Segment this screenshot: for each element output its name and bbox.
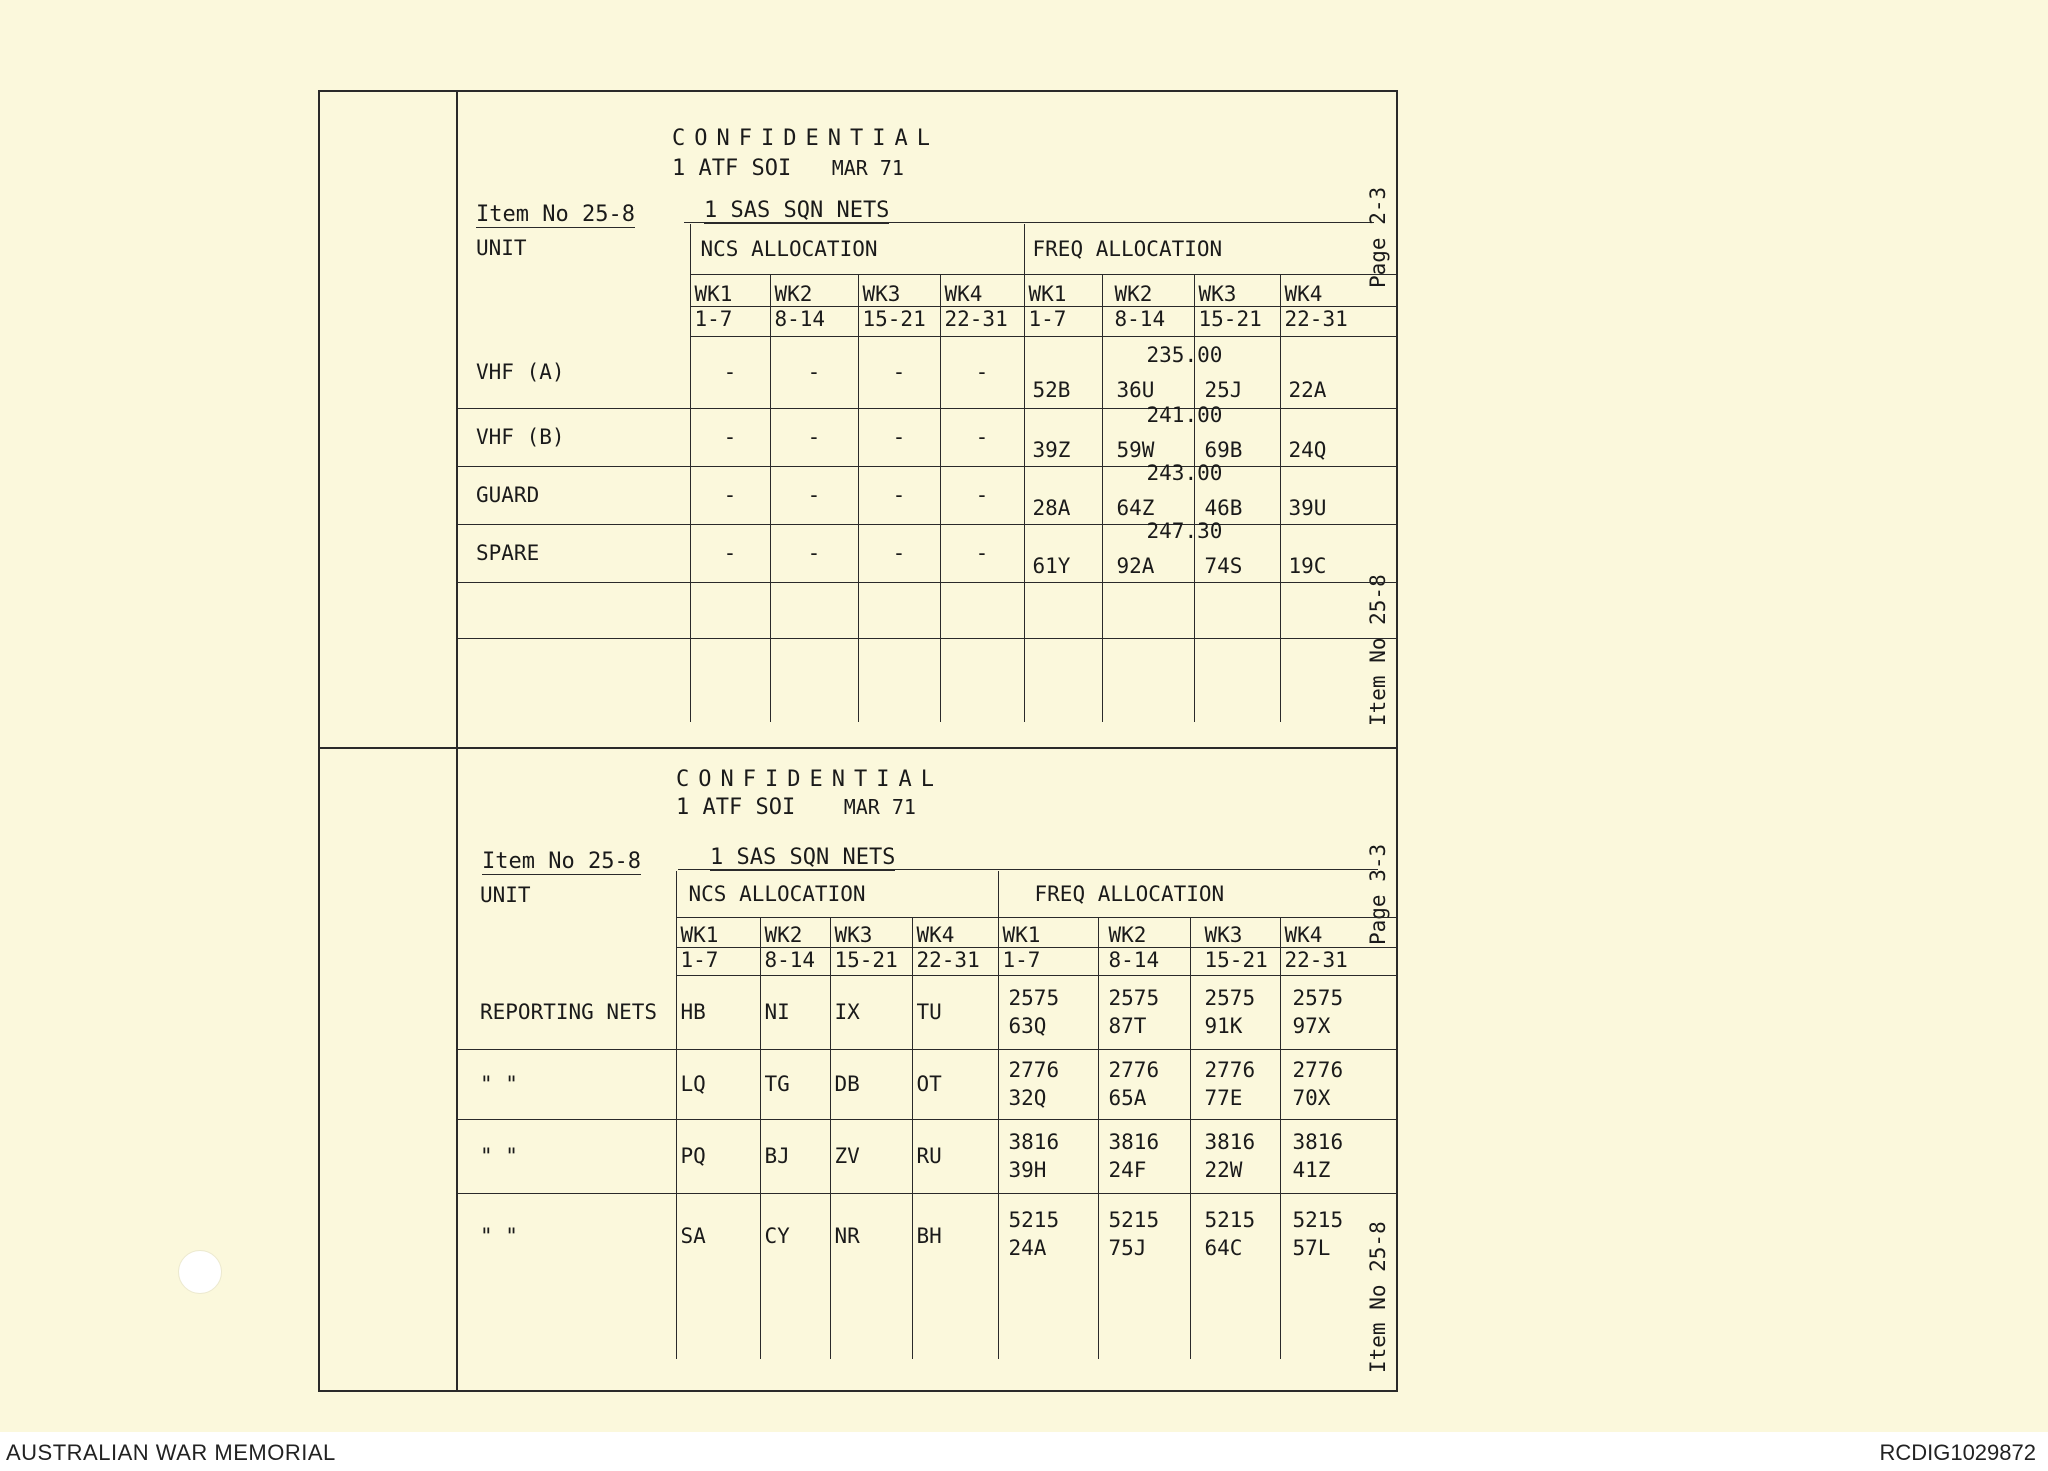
ncs-cell: LQ [676, 1049, 760, 1119]
freq-cell: 39Z [1024, 408, 1102, 466]
day-range: 8-14 [1098, 947, 1190, 975]
empty-cell [940, 582, 1024, 638]
week-label: WK4 [912, 917, 998, 947]
archive-name: AUSTRALIAN WAR MEMORIAL [6, 1440, 336, 1465]
soi-frame [318, 90, 1398, 1392]
freq-code: 22W [1204, 1158, 1243, 1182]
week-label: WK1 [676, 917, 760, 947]
freq-code: 64C [1204, 1235, 1243, 1260]
item-number-text: Item No 25-8 [476, 202, 635, 227]
freq-cell [1190, 975, 1280, 1049]
soi-month: MAR 71 [843, 795, 916, 819]
table-row [458, 1119, 1398, 1193]
ncs-cell: - [770, 408, 858, 466]
empty-cell [1024, 638, 1102, 722]
freq-cell: 69B [1194, 408, 1280, 466]
ncs-cell: TG [760, 1049, 830, 1119]
net-title [710, 845, 895, 870]
freq-cell [1280, 1193, 1398, 1359]
empty-cell [1194, 638, 1280, 722]
net-title-text: 1 SAS SQN NETS [710, 845, 896, 870]
item-number-side: Item No 25-8 [1366, 574, 1390, 726]
freq-value: 2575 [1108, 986, 1160, 1010]
freq-value: 5215 [1008, 1207, 1060, 1232]
freq-cell [1280, 1049, 1398, 1119]
base-frequency: 243.00 [1146, 460, 1223, 485]
day-range: 22-31 [1280, 306, 1398, 336]
freq-value: 2776 [1204, 1058, 1256, 1082]
freq-value: 5215 [1292, 1207, 1344, 1232]
freq-cell: 46B [1194, 466, 1280, 524]
soi-name: 1 ATF SOI [672, 156, 792, 181]
punch-hole [178, 1250, 222, 1294]
ncs-allocation-header: NCS ALLOCATION [690, 224, 1024, 274]
freq-cell: 19C [1280, 524, 1398, 582]
freq-cell [1098, 1193, 1190, 1359]
table-row [458, 466, 1398, 524]
empty-cell [1102, 582, 1194, 638]
net-title [704, 198, 889, 223]
archive-reference: RCDIG1029872 [1879, 1440, 2036, 1465]
freq-code: 75J [1108, 1235, 1147, 1260]
freq-code: 41Z [1292, 1158, 1331, 1182]
table-row [458, 1193, 1398, 1359]
day-range: 22-31 [940, 306, 1024, 336]
week-label: WK2 [770, 274, 858, 306]
freq-code: 87T [1108, 1014, 1147, 1038]
week-label: WK2 [1102, 274, 1194, 306]
week-label: WK3 [1194, 274, 1280, 306]
day-range: 8-14 [760, 947, 830, 975]
item-number-side: Item No 25-8 [1366, 1221, 1390, 1373]
table-row [458, 336, 1398, 408]
week-label: WK1 [998, 917, 1098, 947]
freq-code: 63Q [1008, 1014, 1047, 1038]
week-label: WK1 [1024, 274, 1102, 306]
unit-header: UNIT [458, 871, 676, 975]
empty-cell [770, 638, 858, 722]
day-range: 1-7 [690, 306, 770, 336]
table-row-empty [458, 582, 1398, 638]
day-range: 15-21 [1190, 947, 1280, 975]
empty-cell [458, 582, 690, 638]
ncs-cell: - [940, 336, 1024, 408]
freq-cell [998, 1119, 1098, 1193]
week-label: WK4 [1280, 917, 1398, 947]
unit-name: SPARE [458, 524, 690, 582]
empty-cell [1102, 638, 1194, 722]
freq-code: 57L [1292, 1235, 1331, 1260]
ncs-cell: - [858, 336, 940, 408]
allocation-table-1 [458, 224, 1398, 722]
freq-code: 24F [1108, 1158, 1147, 1182]
unit-name: " " [458, 1049, 676, 1119]
empty-cell [940, 638, 1024, 722]
empty-cell [1194, 582, 1280, 638]
ncs-cell: SA [676, 1193, 760, 1359]
unit-header: UNIT [458, 224, 690, 336]
ncs-cell: PQ [676, 1119, 760, 1193]
ncs-cell: - [858, 408, 940, 466]
unit-name: VHF (B) [458, 408, 690, 466]
base-frequency: 247.30 [1146, 518, 1223, 543]
week-label: WK2 [1098, 917, 1190, 947]
freq-cell [1102, 336, 1223, 408]
classification-label: CONFIDENTIAL [672, 126, 939, 151]
freq-cell [1190, 1119, 1280, 1193]
freq-cell [1190, 1193, 1280, 1359]
ncs-allocation-header: NCS ALLOCATION [676, 871, 998, 917]
freq-code: 39H [1008, 1158, 1047, 1182]
freq-code: 77E [1204, 1086, 1243, 1110]
soi-subtitle [676, 795, 916, 820]
empty-cell [1024, 582, 1102, 638]
table-row [458, 1049, 1398, 1119]
ncs-cell: BJ [760, 1119, 830, 1193]
empty-cell [1280, 582, 1398, 638]
freq-cell: 25J [1194, 336, 1280, 408]
freq-allocation-header: FREQ ALLOCATION [1024, 224, 1398, 274]
unit-name: REPORTING NETS [458, 975, 676, 1049]
freq-cell [998, 975, 1098, 1049]
empty-cell [690, 582, 770, 638]
freq-cell [998, 1193, 1098, 1359]
empty-cell [858, 638, 940, 722]
ncs-cell: - [858, 524, 940, 582]
week-label: WK3 [858, 274, 940, 306]
ncs-cell: - [770, 524, 858, 582]
page-number-side: Page 3-3 [1366, 843, 1390, 945]
empty-cell [1280, 638, 1398, 722]
ncs-cell: HB [676, 975, 760, 1049]
day-range: 8-14 [770, 306, 858, 336]
freq-code: 92A [1116, 553, 1155, 578]
ncs-cell: - [770, 466, 858, 524]
binding-margin [320, 92, 458, 1390]
page-number-side: Page 2-3 [1366, 186, 1390, 288]
freq-cell [1280, 975, 1398, 1049]
table-row [458, 524, 1398, 582]
empty-cell [770, 582, 858, 638]
ncs-cell: RU [912, 1119, 998, 1193]
freq-cell [1102, 518, 1223, 582]
header-rule [678, 869, 1378, 870]
base-frequency: 235.00 [1146, 342, 1223, 367]
freq-cell [1098, 1119, 1190, 1193]
freq-cell: 24Q [1280, 408, 1398, 466]
section-vhf-nets [458, 92, 1398, 747]
ncs-cell: NI [760, 975, 830, 1049]
ncs-cell: - [690, 524, 770, 582]
soi-month: MAR 71 [831, 156, 904, 180]
day-range: 22-31 [912, 947, 998, 975]
freq-value: 2575 [1008, 986, 1060, 1010]
freq-value: 2776 [1108, 1058, 1160, 1082]
freq-cell: 74S [1194, 524, 1280, 582]
ncs-cell: - [770, 336, 858, 408]
item-number-text: Item No 25-8 [482, 849, 641, 874]
freq-value: 2575 [1292, 986, 1344, 1010]
freq-cell: 39U [1280, 466, 1398, 524]
day-range: 15-21 [1194, 306, 1280, 336]
ncs-cell: ZV [830, 1119, 912, 1193]
day-range: 15-21 [830, 947, 912, 975]
ncs-cell: - [690, 408, 770, 466]
table-row [458, 408, 1398, 466]
table-row-empty [458, 638, 1398, 722]
freq-code: 91K [1204, 1014, 1243, 1038]
freq-value: 3816 [1008, 1130, 1060, 1154]
freq-cell [1280, 1119, 1398, 1193]
ncs-cell: TU [912, 975, 998, 1049]
freq-cell [1098, 975, 1190, 1049]
freq-cell [1102, 460, 1223, 524]
unit-name: GUARD [458, 466, 690, 524]
classification-label: CONFIDENTIAL [676, 767, 943, 792]
empty-cell [690, 638, 770, 722]
freq-code: 65A [1108, 1086, 1147, 1110]
ncs-cell: - [858, 466, 940, 524]
freq-cell: 52B [1024, 336, 1102, 408]
week-label: WK4 [1280, 274, 1398, 306]
freq-code: 97X [1292, 1014, 1331, 1038]
ncs-cell: - [940, 466, 1024, 524]
freq-cell [998, 1049, 1098, 1119]
freq-cell [1190, 1049, 1280, 1119]
ncs-cell: NR [830, 1193, 912, 1359]
allocation-table-2 [458, 871, 1398, 1359]
freq-cell: 28A [1024, 466, 1102, 524]
unit-name: VHF (A) [458, 336, 690, 408]
empty-cell [458, 638, 690, 722]
freq-code: 70X [1292, 1086, 1331, 1110]
day-range: 1-7 [1024, 306, 1102, 336]
day-range: 8-14 [1102, 306, 1194, 336]
week-label: WK3 [830, 917, 912, 947]
freq-value: 5215 [1108, 1207, 1160, 1232]
soi-subtitle [672, 156, 904, 181]
freq-cell [1098, 1049, 1190, 1119]
day-range: 1-7 [676, 947, 760, 975]
ncs-cell: CY [760, 1193, 830, 1359]
freq-value: 3816 [1108, 1130, 1160, 1154]
freq-cell: 22A [1280, 336, 1398, 408]
empty-cell [858, 582, 940, 638]
week-label: WK1 [690, 274, 770, 306]
ncs-cell: IX [830, 975, 912, 1049]
header-rule [684, 222, 1374, 223]
day-range: 22-31 [1280, 947, 1398, 975]
freq-value: 3816 [1292, 1130, 1344, 1154]
freq-code: 32Q [1008, 1086, 1047, 1110]
soi-name: 1 ATF SOI [676, 795, 796, 820]
ncs-cell: OT [912, 1049, 998, 1119]
week-label: WK3 [1190, 917, 1280, 947]
freq-code: 24A [1008, 1235, 1047, 1260]
freq-value: 5215 [1204, 1207, 1256, 1232]
ncs-cell: DB [830, 1049, 912, 1119]
base-frequency: 241.00 [1146, 402, 1223, 427]
week-label: WK2 [760, 917, 830, 947]
ncs-cell: - [940, 524, 1024, 582]
ncs-cell: - [690, 466, 770, 524]
unit-name: " " [458, 1193, 676, 1359]
freq-allocation-header: FREQ ALLOCATION [998, 871, 1398, 917]
freq-value: 2776 [1008, 1058, 1060, 1082]
section-reporting-nets [458, 749, 1398, 1392]
day-range: 15-21 [858, 306, 940, 336]
day-range: 1-7 [998, 947, 1098, 975]
freq-value: 2575 [1204, 986, 1256, 1010]
freq-code: 36U [1116, 377, 1155, 402]
net-title-text: 1 SAS SQN NETS [704, 198, 890, 223]
ncs-cell: - [690, 336, 770, 408]
week-label: WK4 [940, 274, 1024, 306]
ncs-cell: - [940, 408, 1024, 466]
table-row [458, 975, 1398, 1049]
freq-cell: 61Y [1024, 524, 1102, 582]
freq-value: 3816 [1204, 1130, 1256, 1154]
unit-name: " " [458, 1119, 676, 1193]
freq-value: 2776 [1292, 1058, 1344, 1082]
ncs-cell: BH [912, 1193, 998, 1359]
freq-code: 59W [1116, 437, 1155, 462]
freq-code: 64Z [1116, 495, 1155, 520]
archive-footer [0, 1432, 2048, 1471]
freq-cell [1102, 402, 1223, 466]
